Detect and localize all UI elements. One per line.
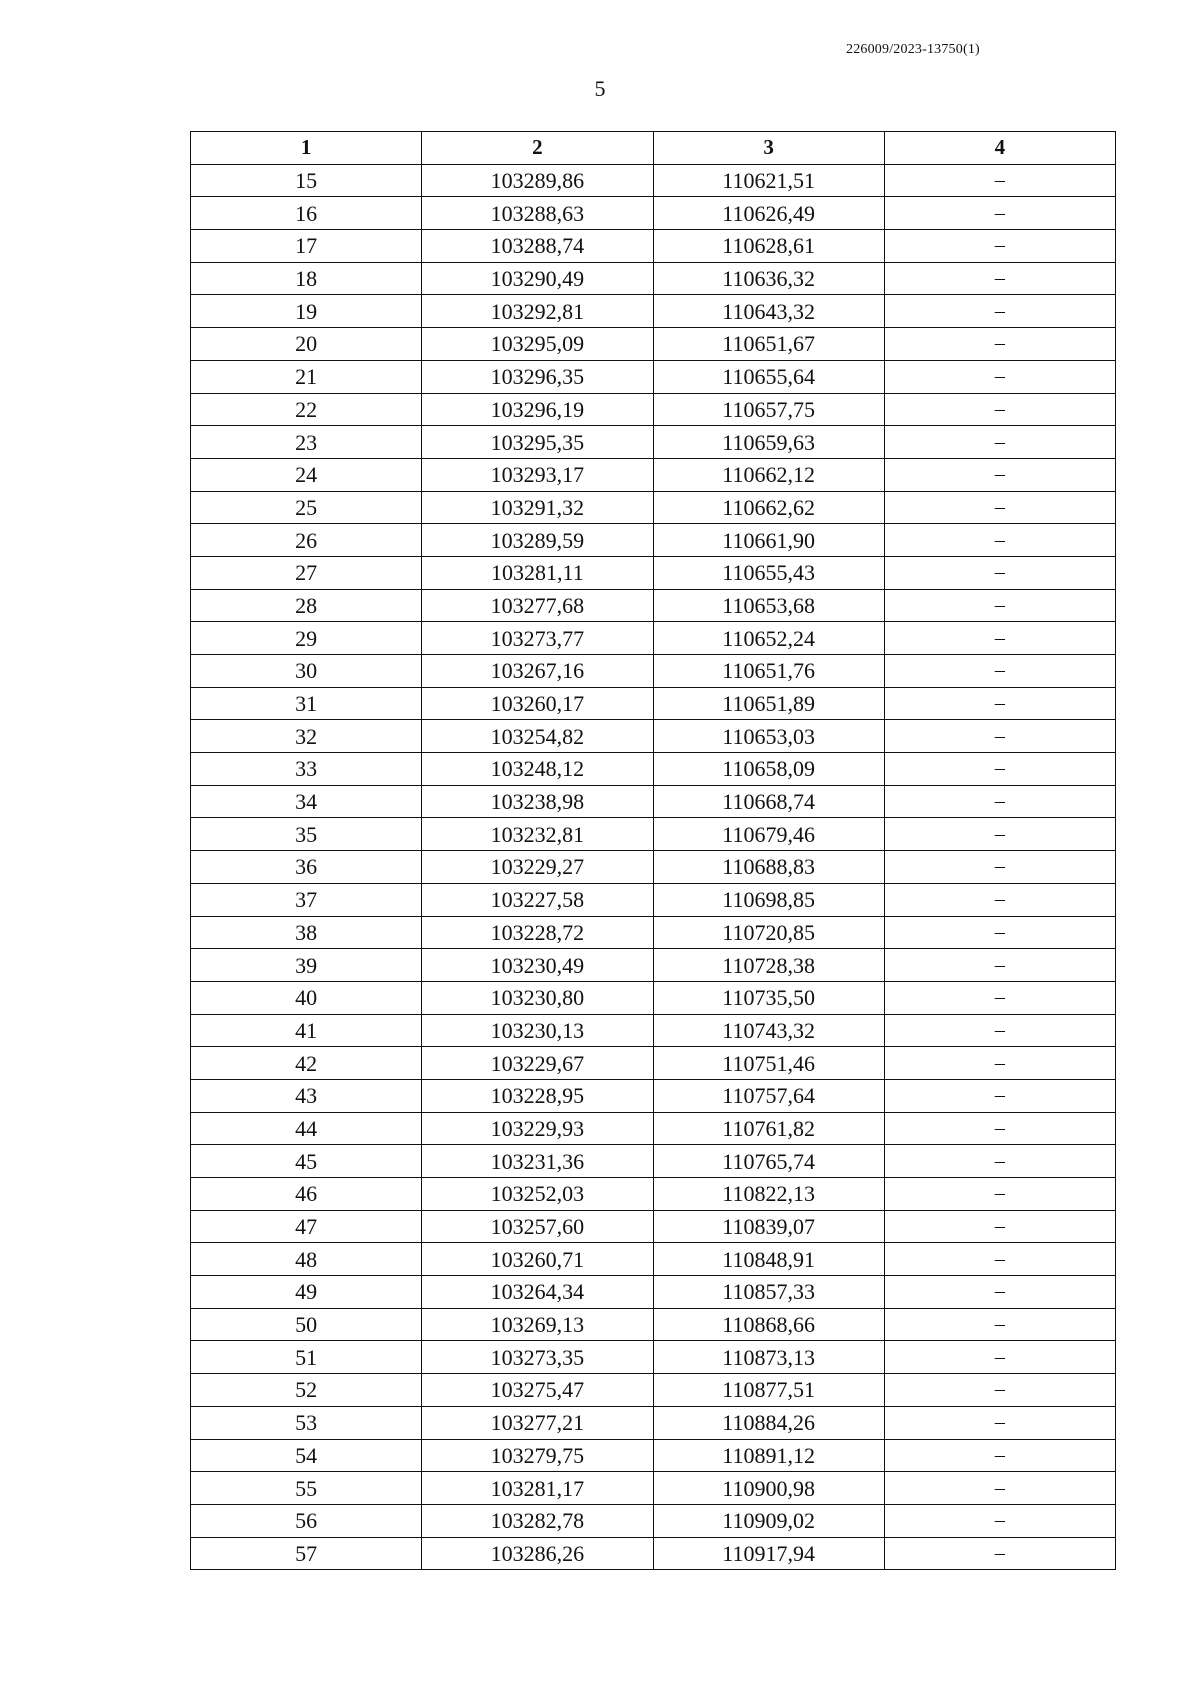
note-cell: – [884, 393, 1115, 426]
table-row [191, 1243, 1116, 1276]
table-row [191, 1178, 1116, 1211]
note-cell: – [884, 1014, 1115, 1047]
x-coordinate-cell: 103293,17 [422, 458, 653, 491]
y-coordinate-cell: 110688,83 [653, 851, 884, 884]
table-row [191, 556, 1116, 589]
x-coordinate-cell: 103295,09 [422, 328, 653, 361]
y-coordinate-cell: 110662,62 [653, 491, 884, 524]
note-cell: – [884, 164, 1115, 197]
point-number-cell: 19 [191, 295, 422, 328]
x-coordinate-cell: 103260,17 [422, 687, 653, 720]
table-row [191, 426, 1116, 459]
x-coordinate-cell: 103252,03 [422, 1178, 653, 1211]
x-coordinate-cell: 103228,95 [422, 1079, 653, 1112]
y-coordinate-cell: 110848,91 [653, 1243, 884, 1276]
x-coordinate-cell: 103229,67 [422, 1047, 653, 1080]
note-cell: – [884, 524, 1115, 557]
point-number-cell: 18 [191, 262, 422, 295]
point-number-cell: 28 [191, 589, 422, 622]
note-cell: – [884, 655, 1115, 688]
point-number-cell: 26 [191, 524, 422, 557]
point-number-cell: 24 [191, 458, 422, 491]
y-coordinate-cell: 110877,51 [653, 1374, 884, 1407]
point-number-cell: 54 [191, 1439, 422, 1472]
x-coordinate-cell: 103277,68 [422, 589, 653, 622]
point-number-cell: 46 [191, 1178, 422, 1211]
document-reference-number: 226009/2023-13750(1) [846, 42, 980, 57]
x-coordinate-cell: 103230,80 [422, 981, 653, 1014]
note-cell: – [884, 1374, 1115, 1407]
x-coordinate-cell: 103229,27 [422, 851, 653, 884]
note-cell: – [884, 753, 1115, 786]
table-row [191, 753, 1116, 786]
table-row [191, 1276, 1116, 1309]
table-row [191, 883, 1116, 916]
y-coordinate-cell: 110653,03 [653, 720, 884, 753]
x-coordinate-cell: 103230,49 [422, 949, 653, 982]
note-cell: – [884, 981, 1115, 1014]
page-number: 5 [594, 76, 606, 101]
note-cell: – [884, 1276, 1115, 1309]
x-coordinate-cell: 103254,82 [422, 720, 653, 753]
note-cell: – [884, 230, 1115, 263]
table-row [191, 1504, 1116, 1537]
y-coordinate-cell: 110655,43 [653, 556, 884, 589]
x-coordinate-cell: 103281,11 [422, 556, 653, 589]
table-row [191, 1047, 1116, 1080]
note-cell: – [884, 687, 1115, 720]
point-number-cell: 32 [191, 720, 422, 753]
x-coordinate-cell: 103286,26 [422, 1537, 653, 1570]
table-row [191, 785, 1116, 818]
point-number-cell: 25 [191, 491, 422, 524]
note-cell: – [884, 1472, 1115, 1505]
x-coordinate-cell: 103248,12 [422, 753, 653, 786]
point-number-cell: 42 [191, 1047, 422, 1080]
x-coordinate-cell: 103296,35 [422, 360, 653, 393]
table-row [191, 1308, 1116, 1341]
x-coordinate-cell: 103295,35 [422, 426, 653, 459]
note-cell: – [884, 360, 1115, 393]
point-number-cell: 36 [191, 851, 422, 884]
x-coordinate-cell: 103288,63 [422, 197, 653, 230]
note-cell: – [884, 491, 1115, 524]
x-coordinate-cell: 103230,13 [422, 1014, 653, 1047]
y-coordinate-cell: 110891,12 [653, 1439, 884, 1472]
table-row [191, 197, 1116, 230]
table-row [191, 1145, 1116, 1178]
point-number-cell: 55 [191, 1472, 422, 1505]
point-number-cell: 30 [191, 655, 422, 688]
note-cell: – [884, 1537, 1115, 1570]
y-coordinate-cell: 110917,94 [653, 1537, 884, 1570]
x-coordinate-cell: 103290,49 [422, 262, 653, 295]
point-number-cell: 35 [191, 818, 422, 851]
point-number-cell: 50 [191, 1308, 422, 1341]
point-number-cell: 41 [191, 1014, 422, 1047]
y-coordinate-cell: 110628,61 [653, 230, 884, 263]
table-row [191, 1472, 1116, 1505]
x-coordinate-cell: 103232,81 [422, 818, 653, 851]
x-coordinate-cell: 103282,78 [422, 1504, 653, 1537]
note-cell: – [884, 1308, 1115, 1341]
table-row [191, 589, 1116, 622]
table-row [191, 393, 1116, 426]
y-coordinate-cell: 110653,68 [653, 589, 884, 622]
point-number-cell: 57 [191, 1537, 422, 1570]
y-coordinate-cell: 110679,46 [653, 818, 884, 851]
y-coordinate-cell: 110621,51 [653, 164, 884, 197]
y-coordinate-cell: 110909,02 [653, 1504, 884, 1537]
point-number-cell: 51 [191, 1341, 422, 1374]
table-row [191, 458, 1116, 491]
column-header: 3 [653, 132, 884, 165]
x-coordinate-cell: 103227,58 [422, 883, 653, 916]
x-coordinate-cell: 103229,93 [422, 1112, 653, 1145]
point-number-cell: 39 [191, 949, 422, 982]
y-coordinate-cell: 110900,98 [653, 1472, 884, 1505]
note-cell: – [884, 1047, 1115, 1080]
point-number-cell: 52 [191, 1374, 422, 1407]
note-cell: – [884, 1079, 1115, 1112]
note-cell: – [884, 1145, 1115, 1178]
y-coordinate-cell: 110743,32 [653, 1014, 884, 1047]
table-row [191, 720, 1116, 753]
table-row [191, 1112, 1116, 1145]
y-coordinate-cell: 110761,82 [653, 1112, 884, 1145]
point-number-cell: 23 [191, 426, 422, 459]
point-number-cell: 33 [191, 753, 422, 786]
y-coordinate-cell: 110857,33 [653, 1276, 884, 1309]
point-number-cell: 16 [191, 197, 422, 230]
x-coordinate-cell: 103289,86 [422, 164, 653, 197]
point-number-cell: 17 [191, 230, 422, 263]
table-row [191, 1014, 1116, 1047]
x-coordinate-cell: 103228,72 [422, 916, 653, 949]
y-coordinate-cell: 110643,32 [653, 295, 884, 328]
y-coordinate-cell: 110636,32 [653, 262, 884, 295]
x-coordinate-cell: 103257,60 [422, 1210, 653, 1243]
note-cell: – [884, 851, 1115, 884]
y-coordinate-cell: 110659,63 [653, 426, 884, 459]
note-cell: – [884, 622, 1115, 655]
point-number-cell: 40 [191, 981, 422, 1014]
point-number-cell: 49 [191, 1276, 422, 1309]
note-cell: – [884, 458, 1115, 491]
table-row [191, 1341, 1116, 1374]
table-body [191, 164, 1116, 1570]
note-cell: – [884, 720, 1115, 753]
point-number-cell: 22 [191, 393, 422, 426]
y-coordinate-cell: 110655,64 [653, 360, 884, 393]
table-row [191, 1374, 1116, 1407]
table-row [191, 655, 1116, 688]
table-row [191, 818, 1116, 851]
column-header: 2 [422, 132, 653, 165]
y-coordinate-cell: 110651,67 [653, 328, 884, 361]
y-coordinate-cell: 110651,76 [653, 655, 884, 688]
table-row [191, 1439, 1116, 1472]
y-coordinate-cell: 110657,75 [653, 393, 884, 426]
table-row [191, 295, 1116, 328]
x-coordinate-cell: 103288,74 [422, 230, 653, 263]
note-cell: – [884, 818, 1115, 851]
note-cell: – [884, 262, 1115, 295]
table-row [191, 524, 1116, 557]
x-coordinate-cell: 103238,98 [422, 785, 653, 818]
note-cell: – [884, 916, 1115, 949]
note-cell: – [884, 1210, 1115, 1243]
table-row [191, 230, 1116, 263]
point-number-cell: 29 [191, 622, 422, 655]
table-row [191, 328, 1116, 361]
note-cell: – [884, 1243, 1115, 1276]
note-cell: – [884, 556, 1115, 589]
y-coordinate-cell: 110720,85 [653, 916, 884, 949]
point-number-cell: 53 [191, 1406, 422, 1439]
y-coordinate-cell: 110668,74 [653, 785, 884, 818]
note-cell: – [884, 949, 1115, 982]
table-row [191, 687, 1116, 720]
table-row [191, 360, 1116, 393]
y-coordinate-cell: 110658,09 [653, 753, 884, 786]
table-row [191, 491, 1116, 524]
table-row [191, 981, 1116, 1014]
point-number-cell: 45 [191, 1145, 422, 1178]
x-coordinate-cell: 103260,71 [422, 1243, 653, 1276]
y-coordinate-cell: 110839,07 [653, 1210, 884, 1243]
table-row [191, 1406, 1116, 1439]
x-coordinate-cell: 103264,34 [422, 1276, 653, 1309]
y-coordinate-cell: 110822,13 [653, 1178, 884, 1211]
x-coordinate-cell: 103267,16 [422, 655, 653, 688]
y-coordinate-cell: 110884,26 [653, 1406, 884, 1439]
point-number-cell: 48 [191, 1243, 422, 1276]
point-number-cell: 34 [191, 785, 422, 818]
x-coordinate-cell: 103273,35 [422, 1341, 653, 1374]
note-cell: – [884, 589, 1115, 622]
note-cell: – [884, 1439, 1115, 1472]
point-number-cell: 27 [191, 556, 422, 589]
x-coordinate-cell: 103292,81 [422, 295, 653, 328]
column-header: 1 [191, 132, 422, 165]
x-coordinate-cell: 103269,13 [422, 1308, 653, 1341]
note-cell: – [884, 426, 1115, 459]
note-cell: – [884, 328, 1115, 361]
x-coordinate-cell: 103275,47 [422, 1374, 653, 1407]
y-coordinate-cell: 110661,90 [653, 524, 884, 557]
point-number-cell: 21 [191, 360, 422, 393]
x-coordinate-cell: 103289,59 [422, 524, 653, 557]
table-row [191, 164, 1116, 197]
x-coordinate-cell: 103281,17 [422, 1472, 653, 1505]
y-coordinate-cell: 110698,85 [653, 883, 884, 916]
coordinates-table [190, 131, 1116, 1570]
note-cell: – [884, 785, 1115, 818]
point-number-cell: 56 [191, 1504, 422, 1537]
table-row [191, 1079, 1116, 1112]
x-coordinate-cell: 103291,32 [422, 491, 653, 524]
note-cell: – [884, 1112, 1115, 1145]
point-number-cell: 44 [191, 1112, 422, 1145]
table-row [191, 1537, 1116, 1570]
y-coordinate-cell: 110765,74 [653, 1145, 884, 1178]
table-row [191, 622, 1116, 655]
y-coordinate-cell: 110735,50 [653, 981, 884, 1014]
y-coordinate-cell: 110652,24 [653, 622, 884, 655]
y-coordinate-cell: 110757,64 [653, 1079, 884, 1112]
y-coordinate-cell: 110751,46 [653, 1047, 884, 1080]
note-cell: – [884, 295, 1115, 328]
note-cell: – [884, 1341, 1115, 1374]
y-coordinate-cell: 110626,49 [653, 197, 884, 230]
table-header-row [191, 132, 1116, 165]
table-row [191, 851, 1116, 884]
point-number-cell: 15 [191, 164, 422, 197]
point-number-cell: 37 [191, 883, 422, 916]
point-number-cell: 31 [191, 687, 422, 720]
note-cell: – [884, 1178, 1115, 1211]
point-number-cell: 20 [191, 328, 422, 361]
y-coordinate-cell: 110651,89 [653, 687, 884, 720]
x-coordinate-cell: 103273,77 [422, 622, 653, 655]
column-header: 4 [884, 132, 1115, 165]
x-coordinate-cell: 103277,21 [422, 1406, 653, 1439]
point-number-cell: 38 [191, 916, 422, 949]
table-row [191, 949, 1116, 982]
note-cell: – [884, 197, 1115, 230]
note-cell: – [884, 1406, 1115, 1439]
note-cell: – [884, 883, 1115, 916]
point-number-cell: 47 [191, 1210, 422, 1243]
x-coordinate-cell: 103296,19 [422, 393, 653, 426]
x-coordinate-cell: 103231,36 [422, 1145, 653, 1178]
x-coordinate-cell: 103279,75 [422, 1439, 653, 1472]
y-coordinate-cell: 110728,38 [653, 949, 884, 982]
note-cell: – [884, 1504, 1115, 1537]
y-coordinate-cell: 110662,12 [653, 458, 884, 491]
y-coordinate-cell: 110873,13 [653, 1341, 884, 1374]
table-row [191, 916, 1116, 949]
table-row [191, 262, 1116, 295]
point-number-cell: 43 [191, 1079, 422, 1112]
y-coordinate-cell: 110868,66 [653, 1308, 884, 1341]
table-row [191, 1210, 1116, 1243]
